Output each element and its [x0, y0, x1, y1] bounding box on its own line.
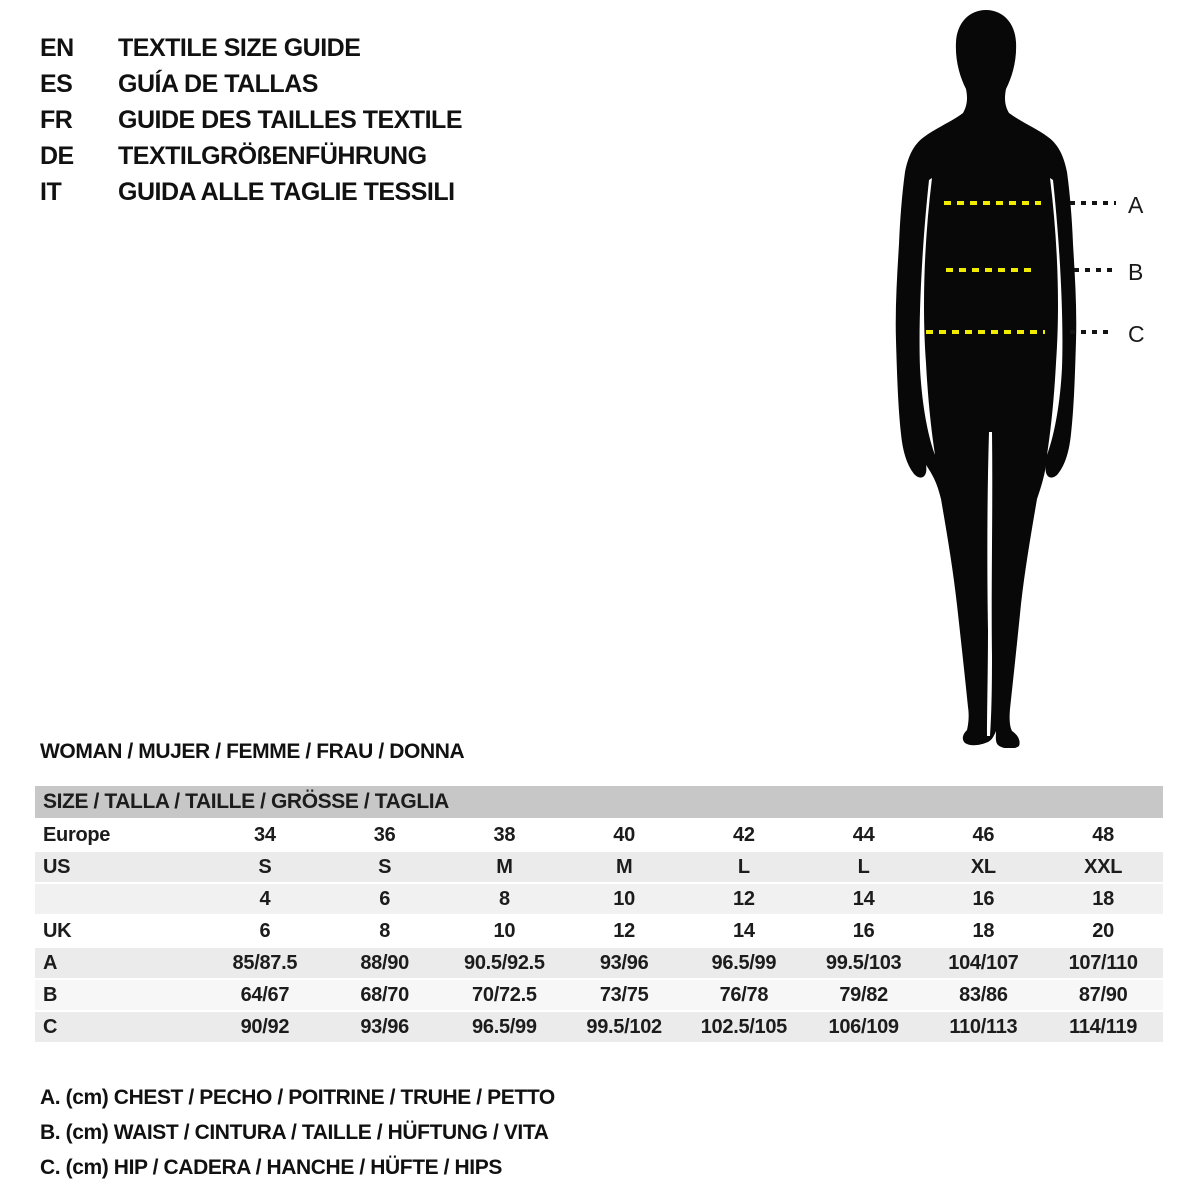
- size-value-cell: 12: [613, 920, 635, 942]
- table-row: [35, 818, 1163, 850]
- language-code: IT: [40, 177, 62, 206]
- size-value-cell: 20: [1092, 920, 1114, 942]
- size-value-cell: S: [378, 856, 392, 878]
- size-value-cell: 10: [613, 888, 635, 910]
- guide-title: TEXTILE SIZE GUIDE: [118, 33, 361, 62]
- size-value-cell: 83/86: [959, 984, 1008, 1006]
- size-value-cell: 18: [972, 920, 995, 942]
- hip-line-dash: [926, 330, 1045, 334]
- size-value-cell: 90/92: [240, 1016, 290, 1038]
- size-value-cell: 88/90: [360, 952, 409, 974]
- row-label: US: [43, 856, 71, 878]
- size-value-cell: M: [615, 856, 633, 878]
- section-title: WOMAN / MUJER / FEMME / FRAU / DONNA: [40, 740, 465, 763]
- size-value-cell: XXL: [1084, 856, 1123, 878]
- size-value-cell: M: [496, 856, 513, 878]
- size-value-cell: 6: [259, 920, 271, 942]
- language-code: EN: [40, 33, 74, 62]
- size-value-cell: 64/67: [240, 984, 290, 1006]
- size-value-cell: 16: [972, 888, 995, 910]
- size-value-cell: XL: [970, 856, 996, 878]
- row-label: Europe: [43, 824, 111, 846]
- row-label: UK: [43, 920, 72, 942]
- size-value-cell: 8: [498, 888, 510, 910]
- legend-line: A. (cm) CHEST / PECHO / POITRINE / TRUHE / PETTO: [40, 1086, 555, 1109]
- table-body: [35, 818, 1163, 1042]
- size-value-cell: 114/119: [1069, 1016, 1138, 1038]
- row-label: C: [43, 1016, 58, 1038]
- size-value-cell: 79/82: [839, 984, 888, 1006]
- size-value-cell: 104/107: [948, 952, 1019, 974]
- size-value-cell: 73/75: [599, 984, 649, 1006]
- size-value-cell: 8: [379, 920, 391, 942]
- marker-label-a: A: [1128, 192, 1144, 218]
- row-label: A: [43, 952, 58, 974]
- size-value-cell: 102.5/105: [700, 1016, 788, 1038]
- guide-title: GUIDE DES TAILLES TEXTILE: [118, 105, 463, 134]
- hip-line-dots: [1070, 330, 1114, 334]
- size-value-cell: 12: [733, 888, 755, 910]
- size-value-cell: 68/70: [360, 984, 409, 1006]
- language-code: DE: [40, 141, 74, 170]
- size-value-cell: 36: [373, 824, 396, 846]
- table-row: [35, 914, 1163, 946]
- language-code: FR: [40, 105, 73, 134]
- size-value-cell: 44: [852, 824, 875, 846]
- table-row: [35, 978, 1163, 1010]
- size-value-cell: 76/78: [719, 984, 769, 1006]
- marker-label-c: C: [1128, 321, 1145, 347]
- size-value-cell: 93/96: [599, 952, 649, 974]
- table-row: [35, 1010, 1163, 1042]
- size-value-cell: 14: [733, 920, 755, 942]
- legend-line: C. (cm) HIP / CADERA / HANCHE / HÜFTE / HIPS: [40, 1156, 502, 1179]
- table-row: [35, 946, 1163, 978]
- size-value-cell: 106/109: [828, 1016, 899, 1038]
- size-value-cell: L: [857, 856, 870, 878]
- size-value-cell: 42: [733, 824, 755, 846]
- waist-line-dash: [946, 268, 1034, 272]
- size-value-cell: 70/72.5: [472, 984, 537, 1006]
- size-value-cell: 38: [493, 824, 516, 846]
- size-value-cell: 4: [259, 888, 271, 910]
- size-value-cell: 110/113: [949, 1016, 1018, 1038]
- size-value-cell: 46: [972, 824, 995, 846]
- size-value-cell: 90.5/92.5: [464, 952, 545, 974]
- size-value-cell: 96.5/99: [711, 952, 777, 974]
- size-table: [35, 786, 1163, 1042]
- size-value-cell: 93/96: [360, 1016, 409, 1038]
- guide-title: GUIDA ALLE TAGLIE TESSILI: [118, 177, 455, 206]
- chest-line-dots: [1070, 201, 1116, 205]
- size-value-cell: 40: [613, 824, 635, 846]
- size-value-cell: 87/90: [1078, 984, 1128, 1006]
- legend-line: B. (cm) WAIST / CINTURA / TAILLE / HÜFTUNG / VITA: [40, 1121, 549, 1144]
- size-value-cell: 34: [254, 824, 276, 846]
- waist-line-dots: [1074, 268, 1116, 272]
- size-value-cell: L: [737, 856, 750, 878]
- size-value-cell: 85/87.5: [232, 952, 298, 974]
- measurement-legend: [40, 1080, 555, 1185]
- size-value-cell: 18: [1092, 888, 1114, 910]
- row-label: B: [43, 984, 58, 1006]
- woman-silhouette: [895, 8, 1090, 748]
- table-row: [35, 882, 1163, 914]
- marker-label-b: B: [1128, 259, 1144, 285]
- row-label: [35, 884, 205, 914]
- guide-title: TEXTILGRÖßENFÜHRUNG: [118, 141, 427, 170]
- size-value-cell: 6: [379, 888, 391, 910]
- table-row: [35, 850, 1163, 882]
- size-value-cell: 48: [1092, 824, 1114, 846]
- size-value-cell: 10: [493, 920, 516, 942]
- size-value-cell: 99.5/102: [586, 1016, 662, 1038]
- language-code: ES: [40, 69, 73, 98]
- chest-line-dash: [944, 201, 1041, 205]
- size-value-cell: 16: [852, 920, 875, 942]
- size-value-cell: 99.5/103: [825, 952, 902, 974]
- size-value-cell: 107/110: [1068, 952, 1138, 974]
- table-header: SIZE / TALLA / TAILLE / GRÖSSE / TAGLIA: [35, 786, 1163, 818]
- size-value-cell: 14: [852, 888, 875, 910]
- size-value-cell: S: [258, 856, 272, 878]
- guide-title: GUÍA DE TALLAS: [118, 69, 318, 98]
- size-value-cell: 96.5/99: [472, 1016, 537, 1038]
